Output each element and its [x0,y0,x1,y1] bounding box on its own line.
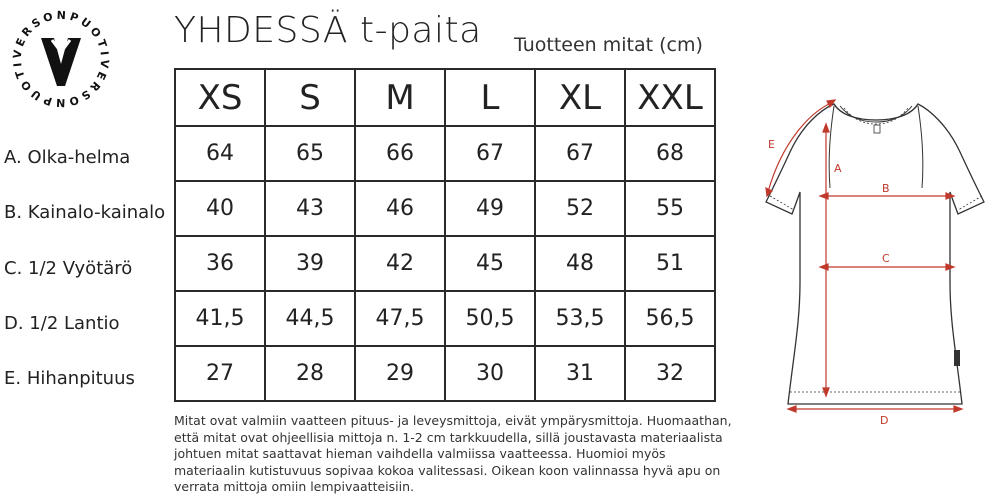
table-cell: 32 [625,346,715,401]
row-label-d: D. 1/2 Lantio [4,313,120,334]
versonpuoti-logo [4,2,118,116]
measure-label-b: B [882,182,890,195]
table-cell: 64 [175,126,265,181]
table-cell: 65 [265,126,355,181]
table-cell: 48 [535,236,625,291]
table-cell: 51 [625,236,715,291]
table-cell: 67 [445,126,535,181]
table-cell: 45 [445,236,535,291]
measure-label-e: E [768,138,775,151]
table-cell: 29 [355,346,445,401]
table-row [175,346,715,401]
table-cell: 52 [535,181,625,236]
logo-ring-text-2: VERSONPUOTI [10,58,112,110]
tshirt-measurement-diagram [760,92,996,432]
size-header: XL [535,69,625,126]
table-cell: 39 [265,236,355,291]
table-cell: 28 [265,346,355,401]
table-cell: 55 [625,181,715,236]
row-label-c: C. 1/2 Vyötärö [4,258,133,279]
row-label-e: E. Hihanpituus [4,368,135,389]
measure-label-a: A [834,162,842,175]
measure-label-d: D [880,414,889,427]
measure-label-c: C [882,252,890,265]
table-cell: 46 [355,181,445,236]
table-cell: 49 [445,181,535,236]
table-row [175,236,715,291]
size-header: XS [175,69,265,126]
size-header: L [445,69,535,126]
size-table [174,68,716,402]
table-cell: 68 [625,126,715,181]
table-cell: 30 [445,346,535,401]
table-cell: 44,5 [265,291,355,346]
table-cell: 56,5 [625,291,715,346]
measurement-lines [766,100,962,412]
table-cell: 66 [355,126,445,181]
size-header: S [265,69,355,126]
row-label-a: A. Olka-helma [4,147,131,168]
table-cell: 41,5 [175,291,265,346]
table-row [175,291,715,346]
size-header: XXL [625,69,715,126]
table-row [175,181,715,236]
tshirt-outline [766,104,984,404]
table-cell: 40 [175,181,265,236]
logo-ring-text-1: VERSONPUOTI [10,8,112,60]
sizing-note: Mitat ovat valmiin vaatteen pituus- ja leveysmittoja, eivät ympärysmittoja. Huomaathan, että mitat ovat ohjeellisia mittoja n. 1-2 cm tarkkuudella, sillä joustavasta materiaalista johtuen mitat saattavat hieman vaihdella valmiissa vaatteessa. Huomioi myös materiaalin kutistuvuus sopivaa kokoa valitessasi. Oikean koon valinnassa hyvä apu on verrata mittoja omiin lempivaatteisiin. [174,413,732,495]
table-cell: 50,5 [445,291,535,346]
table-cell: 31 [535,346,625,401]
size-header: M [355,69,445,126]
size-header-row [175,69,715,126]
table-cell: 47,5 [355,291,445,346]
table-cell: 36 [175,236,265,291]
table-row [175,126,715,181]
logo-v-mark [41,38,81,86]
page-title: YHDESSÄ t-paita [174,10,482,51]
table-cell: 27 [175,346,265,401]
table-cell: 67 [535,126,625,181]
table-cell: 42 [355,236,445,291]
table-cell: 53,5 [535,291,625,346]
table-cell: 43 [265,181,355,236]
measurements-unit-caption: Tuotteen mitat (cm) [514,34,703,56]
row-label-b: B. Kainalo-kainalo [4,202,166,223]
